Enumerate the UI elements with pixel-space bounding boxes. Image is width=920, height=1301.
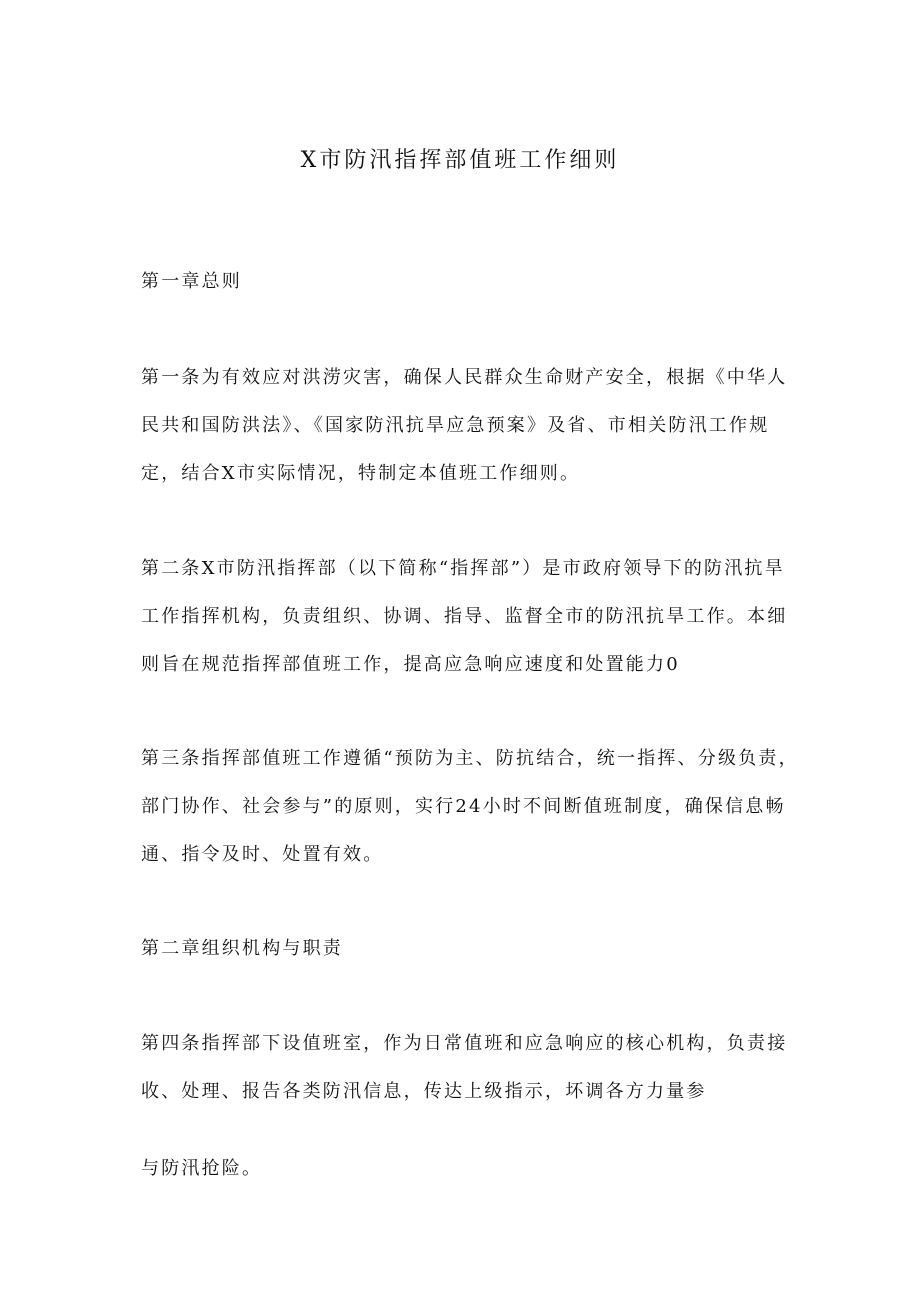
article-1-line: 第一条为有效应对洪涝灾害，确保人民群众生命财产安全，根据《中华人	[141, 367, 788, 388]
article-3-line: 通、指令及时、处置有效。	[141, 844, 384, 865]
article-4-line: 第四条指挥部下设值班室，作为日常值班和应急响应的核心机构，负责接	[141, 1033, 788, 1054]
article-2-line: 工作指挥机构，负责组织、协调、指导、监督全市的防汛抗旱工作。本细	[141, 606, 788, 627]
article-4	[141, 1020, 791, 1116]
article-3-line: 第三条指挥部值班工作遵循“预防为主、防抗结合，统一指挥、分级负责，	[141, 748, 799, 769]
chapter-1-heading: 第一章总则	[141, 271, 242, 292]
article-1	[141, 354, 791, 498]
article-2	[141, 545, 791, 689]
article-2-line: 第二条X市防汛指挥部（以下简称“指挥部”）是市政府领导下的防汛抗旱	[141, 558, 785, 579]
article-4-line: 收、处理、报告各类防汛信息，传达上级指示，坏调各方力量参	[141, 1081, 707, 1102]
article-1-line: 定，结合X市实际情况，特制定本值班工作细则。	[141, 463, 581, 484]
article-3	[141, 735, 799, 879]
document-title: X市防汛指挥部值班工作细则	[300, 148, 620, 173]
article-1-line: 民共和国防洪法》、《国家防汛抗旱应急预案》及省、市相关防汛工作规	[141, 415, 770, 436]
article-3-line: 部门协作、社会参与”的原则，实行24小时不间断值班制度，确保信息畅	[141, 796, 786, 817]
chapter-2-heading: 第二章组织机构与职责	[141, 938, 343, 959]
article-4-continuation: 与防汛抢险。	[141, 1158, 263, 1179]
article-2-line: 则旨在规范指挥部值班工作，提高应急响应速度和处置能力0	[141, 654, 680, 675]
